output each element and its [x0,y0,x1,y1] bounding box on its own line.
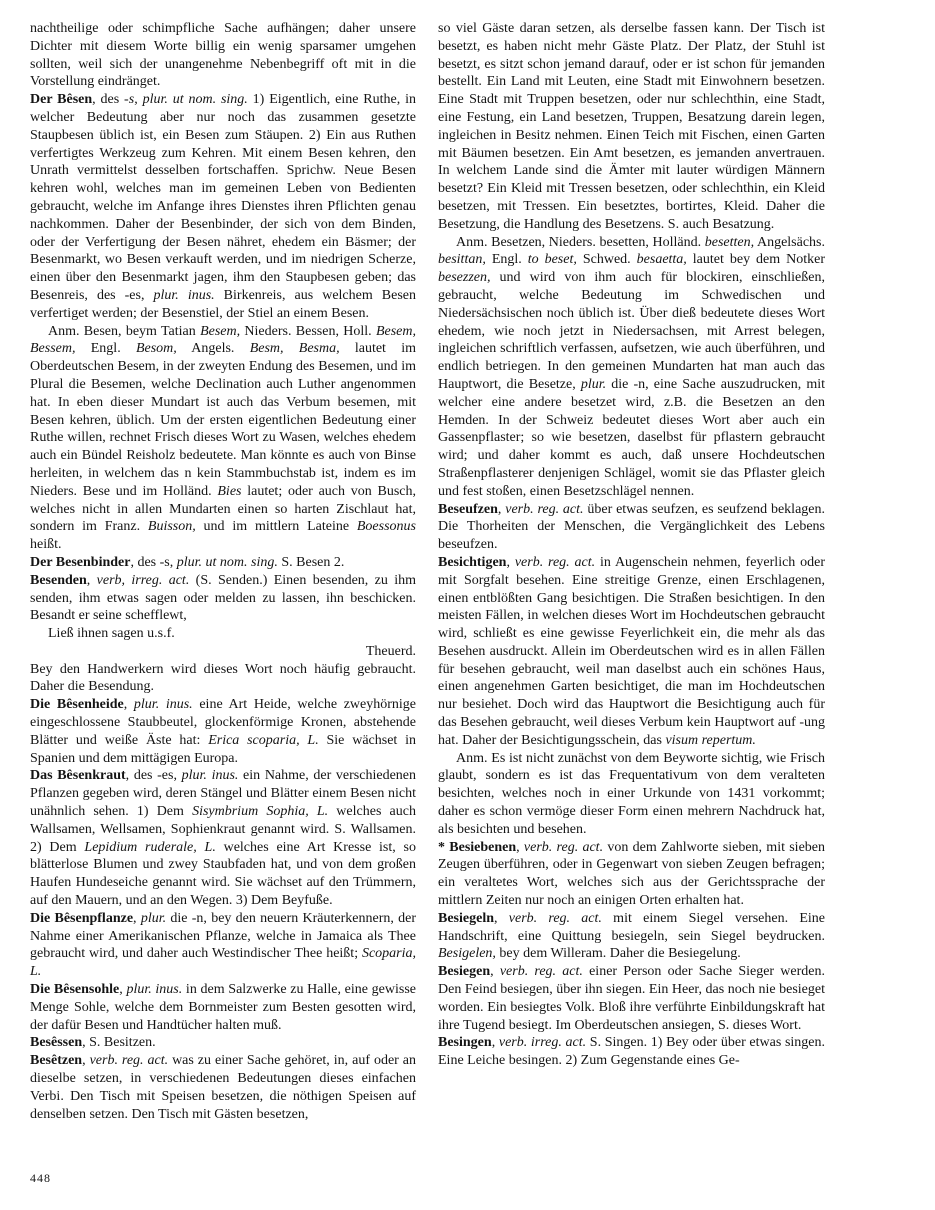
headword: Besiegeln [438,910,494,926]
body-text: Angelsächs. [754,234,826,250]
italic-term: Bies [217,483,242,499]
italic-term: besetten, [704,234,755,250]
body-text: , [86,572,97,588]
body-text: welches eine Art Kresse ist, so blätterlose Blumen und zwey Staubfaden hat, und von dem großen Haufen Hundeseiche genannt wird. Sie wächset auf den Trümmern, auf den Mauern, und an den Wegen. 3) Dem Beyfuße. [30,839,416,909]
body-text: 1) Eigentlich, eine Ruthe, in welcher Bedeutung aber nur noch das zusammen gesetzte Staupbesen üblich ist, ein Besen zum Stäupen. 2) Ein aus Ruthen verfertigtes Werkzeug zum Kehren. Mit einem Besen kehren, den Unrath vermittelst desselben fortschaffen. Sprichw. Neue Besen kehren wohl, welches man im gemeinen Leben von Bedienten gebraucht, welche im Anfange ihres Dienstes ihren Pflichten genau nachkommen. Daher der Besenbinder, der sich von dem Binden, oder der Verfertigung der Besen nähret, ehedem ein Bäsmer; der Besenmarkt, wo Besen verkauft werden, und im niedrigen Scherze, einen über den Besenmarkt jagen, ihm den Staupbesen geben; das Besenreis, des -es, [30,92,416,303]
body-text: , [490,964,500,980]
grammar-note: plur. [140,910,167,926]
entry-paragraph [30,1052,416,1123]
body-text: Bey den Handwerkern wird dieses Wort noch häufig gebraucht. Daher die Besendung. [30,661,416,695]
headword: Das Bêsenkraut [30,768,126,784]
body-text: lautet im Oberdeutschen Besem, in der zweyten Endung des Besemen, und im Plural die Besemen, welche Declination auch Luther angenommen hat. In eben dieser Mundart ist auch das Verbum besemen, mit Besen kehren, üblich. Um der ersten eigentlichen Bedeutung einer Ruthe willen, rechnet Frisch dieses Wort zu Wasen, welches ehedem auch ein Bündel Reisholz bedeutete. Man könnte es auch von Binse herleiten, in welchem das n kein Stammbuchstab ist, indem es im Nieders. Bese und im Holländ. [30,341,416,499]
italic-term: besezzen, [438,270,491,286]
grammar-note: verb. reg. act. [89,1053,169,1069]
italic-term: Scoparia, L. [30,946,416,980]
body-text: , [516,839,524,855]
body-text: so viel Gäste daran setzen, als derselbe fassen kann. Der Tisch ist besetzt, es haben nicht mehr Gäste Platz. Der Platz, der Stuhl ist besetzt, es sitzt schon jemand darauf, oder er ist schon für jemanden bestellt. Ein Land mit Leuten, eine Stadt mit Einwohnern besetzen. Eine Stadt mit Truppen besetzen, oder nur schlechthin, eine Stadt, eine Festung, ein Land besetzen, Truppen, Besatzung darein legen, ingleichen in Besitz nehmen. Einen Teich mit Fischen, einen Garten mit Bäumen besetzen. Ein Amt besetzen, es jemanden anvertrauen. In welchem Lande sind die Ämter mit lauter würdigen Männern besetzt? Ein Kleid mit Tressen besetzen, oder schlechthin, ein Kleid besetzen, mit Tressen. Ein besetztes, bortirtes, Kleid. Daher die Besetzung, die Handlung des Besetzens. S. auch Besatzung. [438,21,825,232]
italic-term: Buisson, [147,519,196,535]
italic-term: Besem, Bessem, [30,323,416,357]
italic-term: s [128,92,135,108]
headword: Besêtzen [30,1053,83,1069]
headword: Besiegen [438,964,491,980]
body-text: Theuerd. [365,643,416,659]
entry-paragraph [438,910,825,963]
entry-paragraph [30,91,416,322]
body-text: , [82,1053,90,1069]
italic-term: visum repertum. [665,732,756,748]
body-text: , des - [92,92,129,108]
headword: Die Bêsensohle [30,982,120,998]
grammar-note: verb. reg. act. [499,964,583,980]
body-text: bey dem Willeram. Daher die Besiegelung. [495,946,741,962]
body-text: Ließ ihnen sagen u.s.f. [48,626,175,642]
body-text: Anm. Besen, beym Tatian [48,323,201,339]
italic-term: Besigelen, [438,946,496,962]
body-text: , des -es, [125,768,182,784]
verse-line [30,625,416,643]
headword: Besichtigen [438,554,507,570]
body-text: welches auch Wallsamen, Wellsamen, Sophienkraut genannt wird. S. Wallsamen. 2) Dem [30,804,416,855]
body-text: Schwed. [576,252,637,268]
grammar-note: plur. inus. [153,287,215,303]
italic-term: Besem, [200,323,241,339]
entry-paragraph [438,839,825,910]
body-text: nachtheilige oder schimpfliche Sache aufhängen; daher unsere Dichter mit diesem Worte billig ein wenig sparsamer umgehen sollten, weil sich der unangenehme Nebenbegriff oft mit in die Vorstellung eindränget. [30,21,416,90]
entry-paragraph [30,981,416,1034]
headword: Besingen [438,1035,492,1051]
body-text: , [134,92,143,108]
body-text: , [133,910,141,926]
entry-paragraph [438,501,825,554]
body-text: Birkenreis, aus welchem Besen verfertiget werden; der Besenstiel, der Stiel an einem Besen. [30,287,416,321]
headword: Der Bêsen [30,92,93,108]
grammar-note: verb, irreg. act. [96,572,190,588]
headword: Der Besenbinder [30,554,131,570]
grammar-note: verb. reg. act. [505,501,584,517]
headword: Besêssen [30,1035,83,1051]
body-text: , [494,910,509,926]
italic-term: Lepidium ruderale, L. [84,839,216,855]
entry-paragraph [438,554,825,750]
body-text: von dem Zahlworte sieben, mit sieben Zeugen überführen, oder in Gegenwart von sieben Zeugen befragen; ein veraltetes Wort, welches sich aus der Gerichtssprache der mittlern Zeiten nur noch an einigen Orten erhalten hat. [438,839,825,909]
body-text: , [491,1035,499,1051]
entry-paragraph [438,1034,825,1070]
body-text: , S. Besitzen. [82,1035,156,1051]
body-text: Angels. [176,341,250,357]
annotation-paragraph [438,234,825,501]
body-text: mit einem Siegel versehen. Eine Handschrift, eine Quittung besiegeln, sein Siegel beydrucken. [438,910,826,944]
italic-term: besittan, [438,252,486,268]
body-text: , [497,501,506,517]
headword: Besenden [30,572,87,588]
body-text: S. Singen. 1) Bey oder über etwas singen. Eine Leiche besingen. 2) Zum Gegenstande eines Ge- [438,1035,825,1069]
entry-paragraph [30,910,416,981]
italic-term: Besom, [135,341,177,357]
grammar-note: plur. inus. [133,697,193,713]
left-column [30,20,416,1123]
body-text: über etwas seufzen, es seufzend beklagen. Die Thorheiten der Menschen, die Vergänglichkeit des Lebens beseufzen. [438,501,826,553]
body-text: lautet bey dem Notker [686,252,825,268]
body-text: Nieders. Bessen, Holl. [240,323,376,339]
italic-term: Boessonus [356,519,416,535]
body-text: , des -s, [130,554,177,570]
italic-term: besaetta, [636,252,687,268]
headword: Beseufzen [438,501,498,517]
body-text: Sie wächset in Spanien und dem mittägigen Europa. [30,732,416,766]
body-text: , [123,697,134,713]
grammar-note: plur. [580,376,607,392]
italic-term: Erica scoparia, L. [208,732,319,748]
body-text: S. Besen 2. [277,554,345,570]
body-text: und im mittlern Lateine [195,519,357,535]
grammar-note: verb. irreg. act. [498,1035,587,1051]
grammar-note: plur. ut nom. sing. [176,554,278,570]
annotation-paragraph [30,323,416,554]
body-text: lautet; oder auch von Busch, welches nicht in allen Mundarten einen so harten Zischlaut hat, sondern im Franz. [30,483,417,535]
body-text: , [119,982,127,998]
italic-term: Besm, Besma, [249,341,340,357]
entry-paragraph [30,20,416,91]
verse-attribution [30,643,416,661]
body-text: die -n, bey den neuern Kräuterkennern, der Nahme einer Amerikanischen Pflanze, welche in Jamaica als Thee gebraucht wird, und daher auch Westindischer Thee heißt; [30,910,417,962]
body-text: ein Nahme, der verschiedenen Pflanzen gegeben wird, deren Stängel und Blätter einem Besen nicht unähnlich sehen. 1) Dem [30,768,416,820]
body-text: und wird von ihm auch für blockiren, einschließen, gebraucht, welche Bedeutung im Schwedischen und Niedersächsischen noch üblich ist. Über dieß bedeutete dieses Wort ehedem, wie noch jetzt in Niedersachsen, mit Arrest belegen, ingleichen schriftlich verfassen, aufsetzen, wie auch überführen, und endlich betriegen. In den gemeinen Mundarten hat man auch das Hauptwort, die Besetze, [438,270,825,392]
body-text: was zu einer Sache gehöret, in, auf oder an dieselbe setzen, in verschiedenen Bedeutungen dieses einfachen Verbi. Den Tisch mit Speisen besetzen, die nöthigen Speisen auf denselben setzen. Den Tisch mit Gästen besetzen, [30,1053,416,1122]
headword: * Besiebenen [438,839,517,855]
body-text: eine Art Heide, welche zweyhörnige eingeschlossene Staubbeutel, glockenförmige Kronen, abstehende Blätter und weiße Äste hat: [30,697,416,748]
entry-paragraph [438,963,825,1034]
grammar-note: plur. inus. [181,768,239,784]
entry-paragraph [30,767,416,909]
annotation-paragraph [438,750,825,839]
body-text: Anm. Besetzen, Nieders. besetten, Holländ. [456,234,705,250]
headword: Die Bêsenpflanze [30,910,134,926]
page-number: 448 [30,1171,51,1185]
entry-paragraph [30,661,416,697]
entry-paragraph [438,20,825,234]
grammar-note: plur. ut nom. sing. [142,92,248,108]
body-text: Anm. Es ist nicht zunächst von dem Beyworte sichtig, wie Frisch glaubt, sondern es ist das Frequentativum von dem veralteten besichten, welches noch in einer Urkunde von 1431 vorkommt; daher es schon vermöge dieser Form einen mehrern Nachdruck hat, als besichten und besehen. [438,750,825,837]
grammar-note: plur. inus. [126,982,183,998]
right-column [438,20,825,1070]
entry-paragraph [30,554,416,572]
entry-paragraph [30,696,416,767]
body-text: in Augenschein nehmen, feyerlich oder mit Sorgfalt besehen. Eine streitige Grenze, einen Erschlagenen, einen entblößten Gang besichtigen. Die Straßen besichtigen. In den meisten Fällen, in welchen dieses Wort im Hochdeutschen gebraucht wird, schließt es eine gewisse Feyerlichkeit ein, die mehr als das Besehen ausdruckt. Allein im Oberdeutschen wird es in allen Fällen für besehen gebraucht, weil man daselbst auch ein schönes Haus, einen angenehmen Garten besichtiget, die man im Hochdeutschen nur besiehet. Doch wird das Hauptwort die Besichtigung auch für das Besehen gebraucht, weil dieses Verbum kein Hauptwort auf -ung hat. Daher der Besichtigungsschein, das [438,554,826,748]
grammar-note: verb. reg. act. [514,554,596,570]
body-text: , [506,554,515,570]
italic-term: Sisymbrium Sophia, L. [192,804,329,820]
body-text: (S. Senden.) Einen besenden, zu ihm senden, ihm etwas sagen oder melden zu lassen, ihn beschicken. Besandt er seine schefflewt, [30,572,417,624]
italic-term: to beset, [527,252,577,268]
headword: Die Bêsenheide [30,697,124,713]
body-text: in dem Salzwerke zu Halle, eine gewisse Menge Sohle, welche dem Bornmeister zum Besten gesotten wird, der dafür Besen und Handtücher halten muß. [30,982,416,1033]
body-text: Engl. [485,252,528,268]
body-text: einer Person oder Sache Sieger werden. Den Feind besiegen, über ihn siegen. Ein Heer, das noch nie besieget worden. Ein besiegtes Volk. Bloß ihre verführte Einbildungskraft hat ihre Tugend besiegt. Im Oberdeutschen ansiegen, S. dieses Wort. [438,964,826,1033]
body-text: Engl. [75,341,136,357]
grammar-note: verb. reg. act. [523,839,604,855]
body-text: die -n, eine Sache auszudrucken, mit welcher eine andere besetzet wird, z.B. die Besetzen an den Hemden. In der Schweiz bedeutet dieses Wort aber auch ein Gassenpflaster; so wie besetzen, daselbst für pflastern gebraucht wird; und daher kommt es auch, daß unsere Hochdeutschen Straßenpflasterer denjenigen Schlägel, womit sie das Pflaster gleich und fest stoßen, einen Besetzschlägel nennen. [438,376,825,499]
body-text: heißt. [30,537,62,553]
entry-paragraph [30,572,416,625]
entry-paragraph [30,1034,416,1052]
grammar-note: verb. reg. act. [508,910,602,926]
